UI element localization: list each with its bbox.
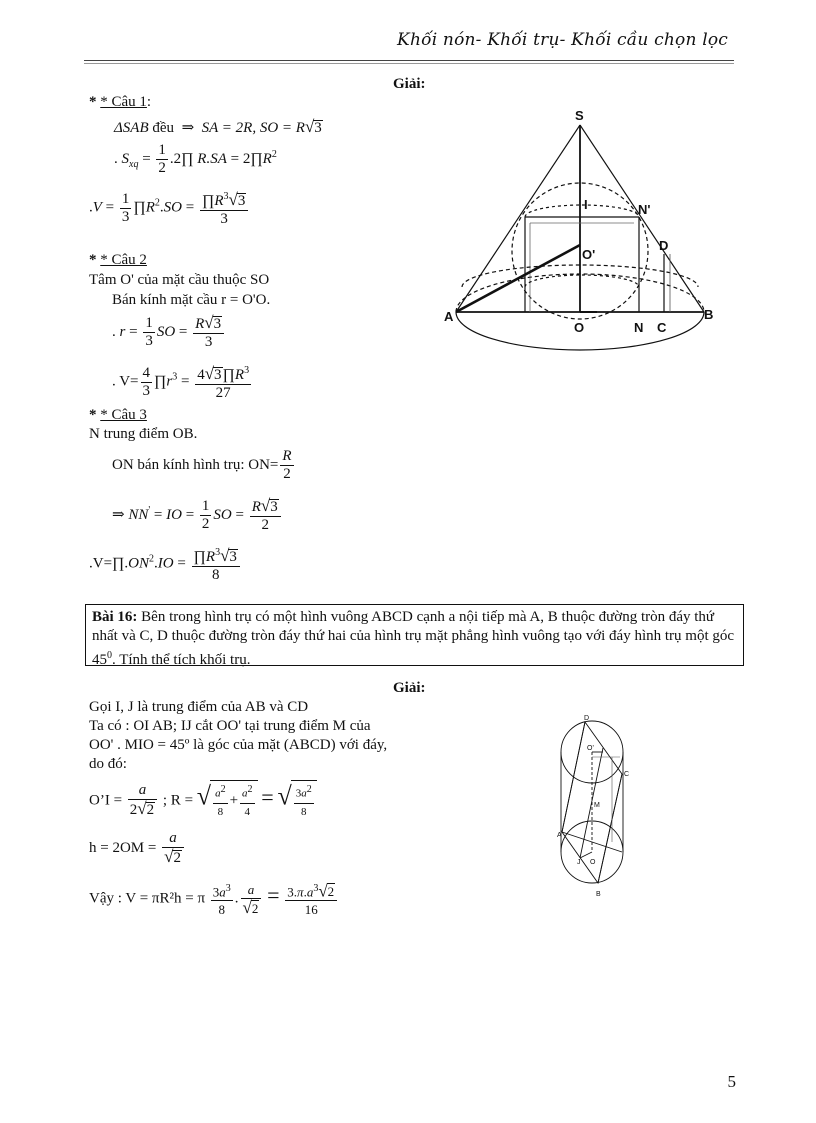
sol2-line4: do đó: [89, 756, 127, 772]
label-i: I [584, 197, 588, 212]
label-o-prime: O' [582, 247, 596, 262]
label-n: N [634, 320, 644, 335]
fig2-label-o-prime: O' [587, 745, 594, 752]
problem-16-label: Bài 16: [92, 609, 138, 625]
label-b: B [704, 307, 714, 322]
fig2-label-m: M [594, 802, 600, 809]
label-c: C [657, 320, 667, 335]
cone-side-left [456, 125, 580, 312]
q3-nn-formula: ⇒ NN' = IO = $\frac{1}{2}$ SO = $\frac{R√3}{2}$ [112, 497, 283, 534]
q3-n-text: N trung điểm OB. [89, 426, 198, 442]
solution-heading: Giải: [393, 76, 426, 92]
q1-triangle: ΔSAB [114, 120, 149, 136]
sol2-oi-r-formula: O’I = $\frac{a}{2√2}$ ; R = √ $\frac{a^2}{8}$ + $\frac{a^2}{4}$ = √ $\frac{3a^2}{8}$ [89, 780, 317, 821]
solution2-heading: Giải: [393, 680, 426, 696]
header-rule [84, 60, 734, 61]
cone-sphere-figure [442, 107, 717, 357]
q3-on-text: ON bán kính hình trụ: ON= [112, 456, 279, 473]
label-s: S [575, 108, 584, 123]
q1-colon: : [146, 94, 152, 110]
q3-label: * * Câu 3 [89, 407, 147, 423]
q2-label-text: * Câu 2 [100, 252, 147, 268]
sol2-line2: Ta có : OI AB; IJ cắt OO' tại trung điểm M của [89, 718, 371, 734]
fig2-label-c: C [624, 771, 630, 778]
q2-r-formula: . r = $\frac{1}{3}$ SO = $\frac{R√3}{3}$ [112, 314, 226, 351]
sol2-line1: Gọi I, J là trung điểm của AB và CD [89, 699, 309, 715]
v-mid: πR²h = π [151, 890, 206, 907]
q1-label-text: * Câu 1 [100, 94, 147, 110]
cylinder-square-figure [550, 712, 640, 902]
q1-deu: đều [152, 120, 175, 136]
header-title: Khối nón- Khối trụ- Khối cầu chọn lọc [397, 30, 728, 50]
q2-radius: Bán kính mặt cầu r = O'O. [112, 292, 271, 308]
sol2-v-formula: Vậy : V = πR²h = π $\frac{3a^3}{8}$ . $\frac{a}{√2}$ = $\frac{3.\pi.a^3√2}{16}$ [89, 880, 339, 918]
v-label: Vậy : V = [89, 890, 149, 907]
fig2-label-d: D [584, 715, 590, 722]
page-number: 5 [727, 1072, 736, 1091]
problem-16-degree: 0 [107, 650, 112, 661]
segment-o1a [456, 245, 580, 312]
fig2-label-a: A [557, 832, 562, 839]
fig2-label-b: B [596, 891, 601, 898]
problem-16-text: Bên trong hình trụ có một hình vuông ABCD cạnh a nội tiếp mà A, B thuộc đường tròn đáy thứ nhất và C, D thuộc đường tròn đáy thứ hai của hình trụ mặt phẳng hình vuông tạo với đáy hình trụ một góc 45 [92, 609, 735, 668]
sol2-line3: OO' . MIO = 45º là góc của mặt (ABCD) với đáy, [89, 737, 388, 753]
q2-volume-formula: . V= $\frac{4}{3}$ $\prod r^3$ = $\frac{4√3\prod R^3}{27}$ [112, 364, 250, 401]
fig2-label-j: J [577, 859, 581, 866]
label-n-prime: N' [638, 202, 651, 217]
q1-sxq-formula: . $S_{xq}$ = $\frac{1}{2}$ .2∏ $R.SA = 2\prod R^2$ [114, 142, 277, 176]
problem-16-tail: . Tính thể tích khối trụ. [112, 652, 251, 668]
h-label: h = 2OM = [89, 839, 157, 856]
label-a: A [444, 309, 454, 324]
fig2-label-o: O [590, 859, 596, 866]
q1-line1: ΔSAB đều ⇒ SA = 2R, SO = R√3 [114, 117, 322, 136]
q3-volume-formula: $.V=\prod.ON^2.IO$ = $\frac{\prod R^3√3}{8}$ [89, 544, 242, 584]
problem-16-box [85, 604, 744, 666]
label-o: O [574, 320, 585, 335]
q2-center: Tâm O' của mặt cầu thuộc SO [89, 272, 270, 288]
q3-label-text: * Câu 3 [100, 407, 147, 423]
r-label: ; R = [162, 792, 194, 809]
q3-on-formula: ON bán kính hình trụ: ON= $\frac{R}{2}$ [112, 448, 292, 482]
cone-side-right [580, 125, 704, 312]
oi-label: O’I = [89, 792, 123, 809]
label-d: D [659, 238, 669, 253]
header-rule-thin [84, 63, 734, 64]
q2-label: * * Câu 2 [89, 252, 147, 268]
q1-volume-formula: .V = $\frac{1}{3}$ $\prod R^2.SO$ = $\frac{\prod R^3√3}{3}$ [89, 188, 250, 228]
sol2-h-formula: h = 2OM = $\frac{a}{√2}$ [89, 830, 186, 867]
q1-label: * * Câu 1: [89, 94, 152, 110]
